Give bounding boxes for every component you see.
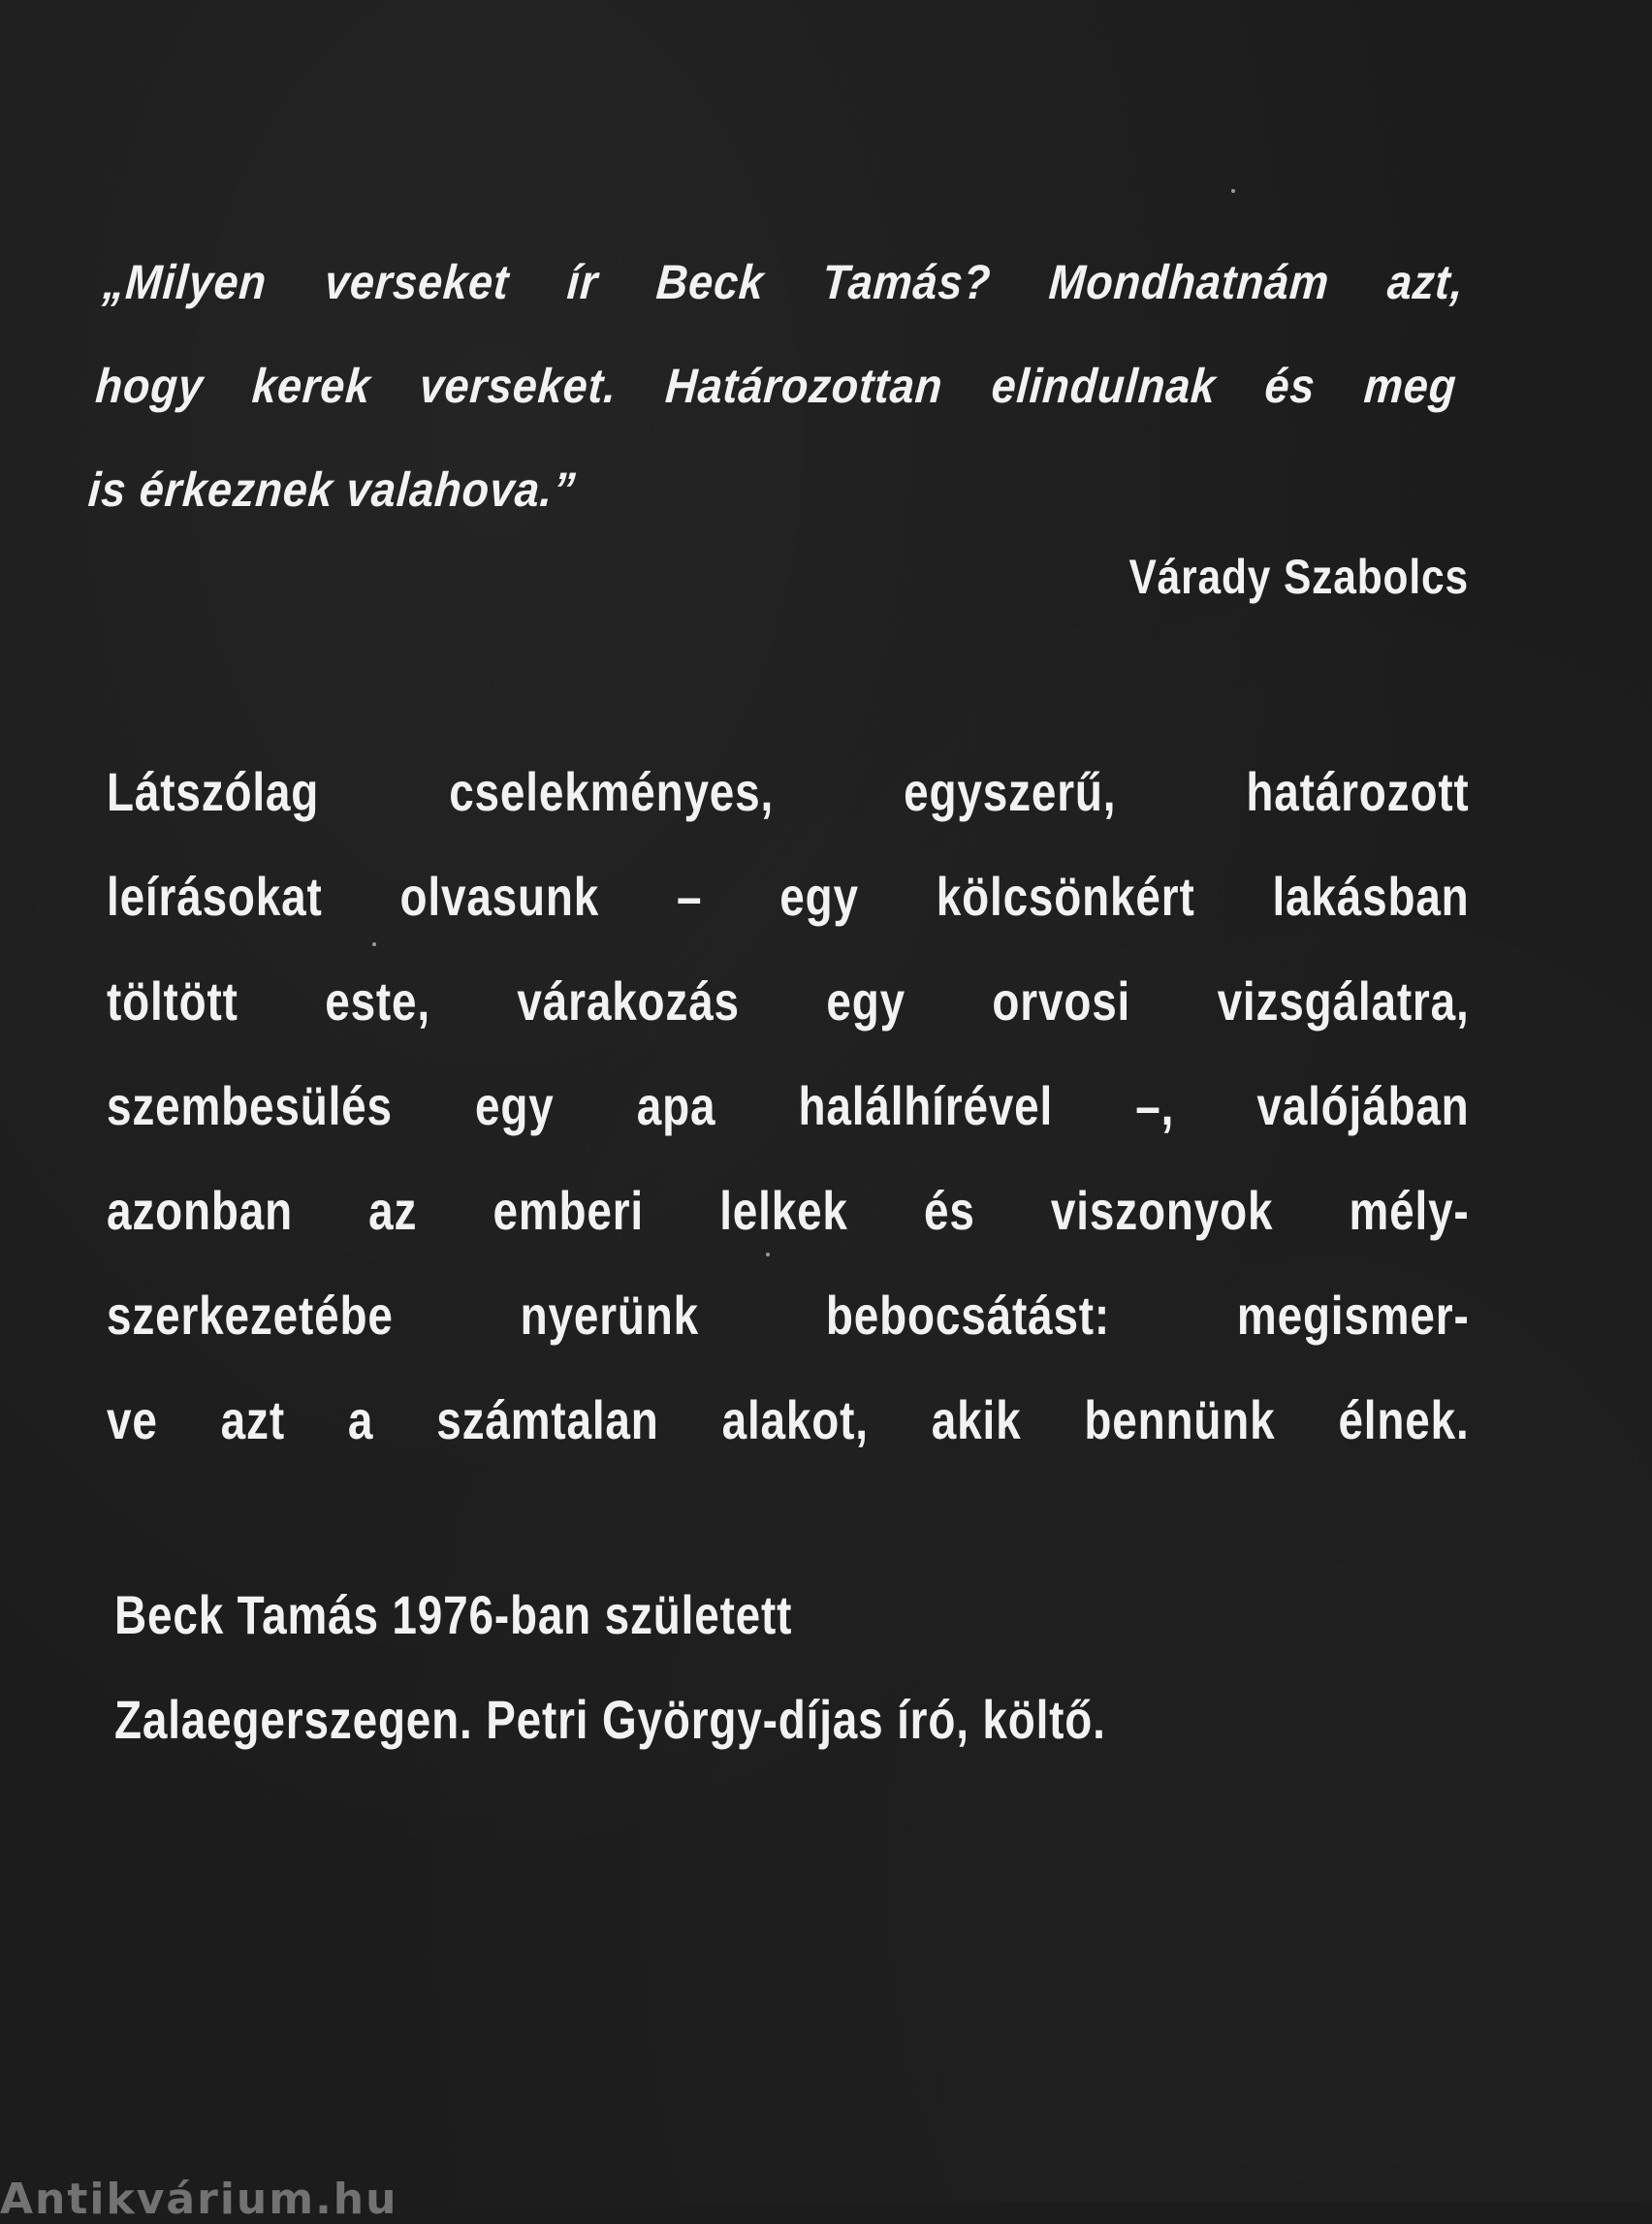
print-speck bbox=[372, 942, 376, 946]
author-bio bbox=[114, 1563, 1477, 1772]
print-speck bbox=[766, 1253, 770, 1256]
description-line: Látszólag cselekményes, egyszerű, határozott bbox=[107, 761, 1470, 822]
bio-line: Beck Tamás 1976-ban született bbox=[114, 1584, 793, 1645]
quote-line: is érkeznek valahova.” bbox=[86, 462, 578, 517]
print-speck bbox=[1231, 189, 1235, 193]
book-description bbox=[107, 740, 1469, 1473]
description-line: leírásokat olvasunk – egy kölcsönkért lakásban bbox=[107, 866, 1470, 927]
quote-attribution bbox=[107, 538, 1469, 616]
description-line: szembesülés egy apa halálhírével –, valójában bbox=[107, 1075, 1470, 1136]
description-line: szerkezetébe nyerünk bebocsátást: megismer- bbox=[107, 1285, 1470, 1346]
quote-line: „Milyen verseket ír Beck Tamás? Mondhatnám azt, bbox=[101, 255, 1466, 309]
bio-line: Zalaegerszegen. Petri György-díjas író, költő. bbox=[114, 1689, 1106, 1750]
description-line: azonban az emberi lelkek és viszonyok mély- bbox=[107, 1180, 1470, 1241]
quote-line: hogy kerek verseket. Határozottan elindulnak és meg bbox=[93, 359, 1459, 413]
description-line: ve azt a számtalan alakot, akik bennünk élnek. bbox=[107, 1389, 1470, 1450]
quote-author: Várady Szabolcs bbox=[1128, 550, 1469, 604]
watermark: Antikvárium.hu bbox=[0, 2175, 398, 2224]
blurb-quote bbox=[85, 231, 1469, 542]
description-line: töltött este, várakozás egy orvosi vizsgálatra, bbox=[107, 970, 1470, 1032]
